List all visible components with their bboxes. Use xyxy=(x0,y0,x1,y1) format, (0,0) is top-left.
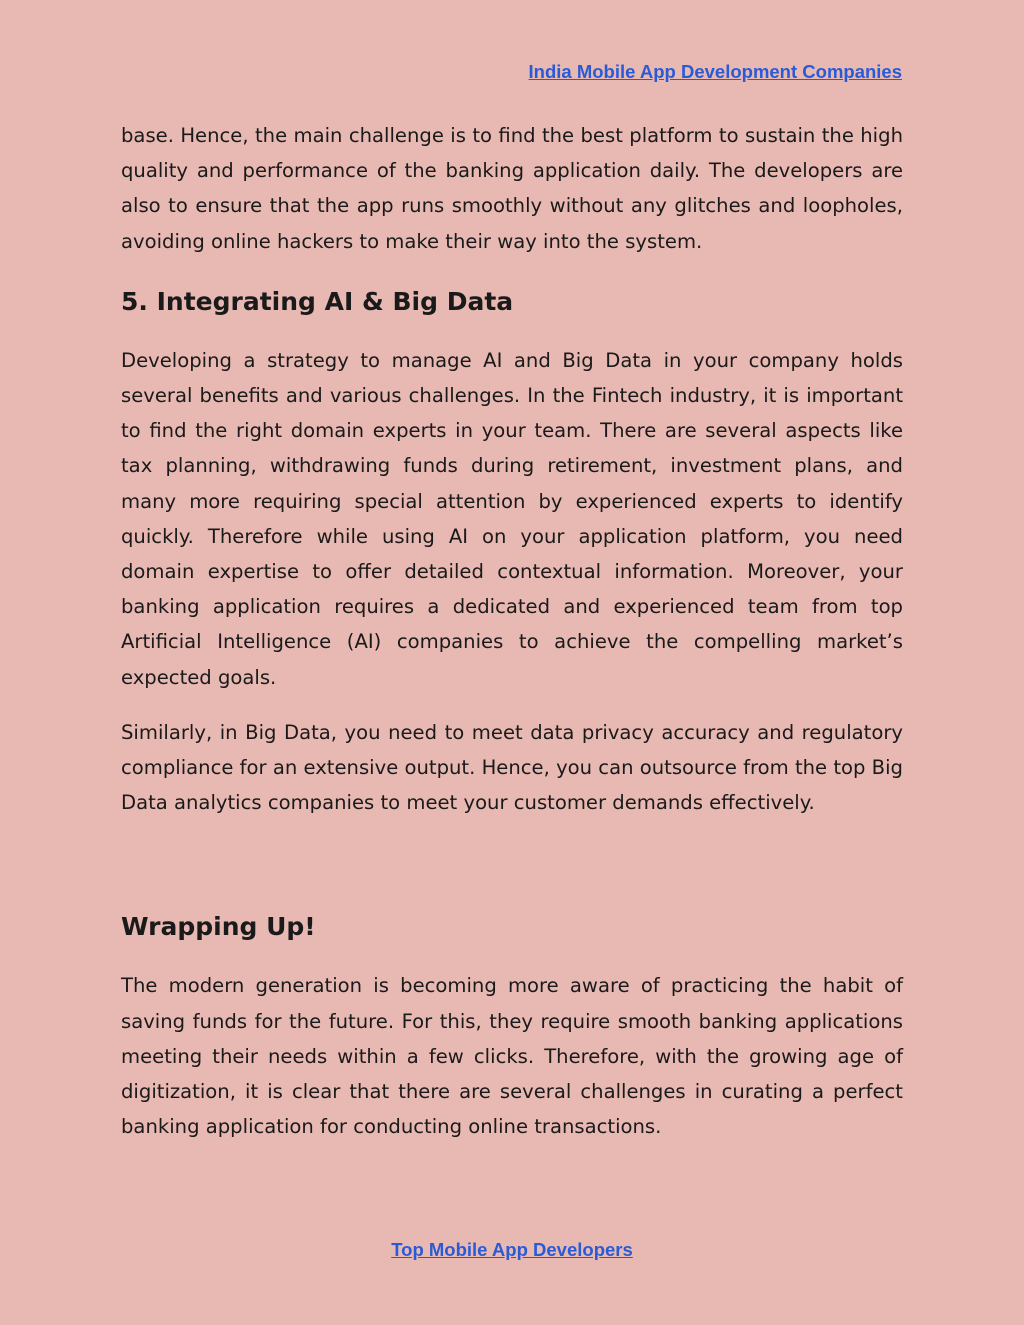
header-link[interactable]: India Mobile App Development Companies xyxy=(528,61,902,82)
wrapping-up-heading: Wrapping Up! xyxy=(121,912,316,942)
section-5-heading: 5. Integrating AI & Big Data xyxy=(121,286,514,316)
page-content xyxy=(121,118,903,1144)
footer-link[interactable]: Top Mobile App Developers xyxy=(391,1239,633,1260)
section-5-paragraph-2: Similarly, in Big Data, you need to meet data privacy accuracy and regulatory compliance for an extensive output. Hence, you can outsource from the top Big Data analytics companies to meet your customer demands effectively. xyxy=(121,720,903,815)
footer xyxy=(0,1238,1024,1262)
wrapping-up-paragraph: The modern generation is becoming more aware of practicing the habit of saving funds for the future. For this, they require smooth banking applications meeting their needs within a few clicks. Therefore, with the growing age of digitization, it is clear that there are several challenges in curating a perfect banking application for conducting online transactions. xyxy=(121,974,903,1139)
intro-paragraph: base. Hence, the main challenge is to find the best platform to sustain the high quality and performance of the banking application daily. The developers are also to ensure that the app runs smoothly without any glitches and loopholes, avoiding online hackers to make their way into the system. xyxy=(121,124,903,253)
section-5-paragraph-1: Developing a strategy to manage AI and Big Data in your company holds several benefits and various challenges. In the Fintech industry, it is important to find the right domain experts in your team. There are several aspects like tax planning, withdrawing funds during retirement, investment plans, and many more requiring special attention by experienced experts to identify quickly. Therefore while using AI on your application platform, you need domain expertise to offer detailed contextual information. Moreover, your banking application requires a dedicated and experienced team from top Artificial Intelligence (AI) companies to achieve the compelling market’s expected goals. xyxy=(121,348,903,689)
